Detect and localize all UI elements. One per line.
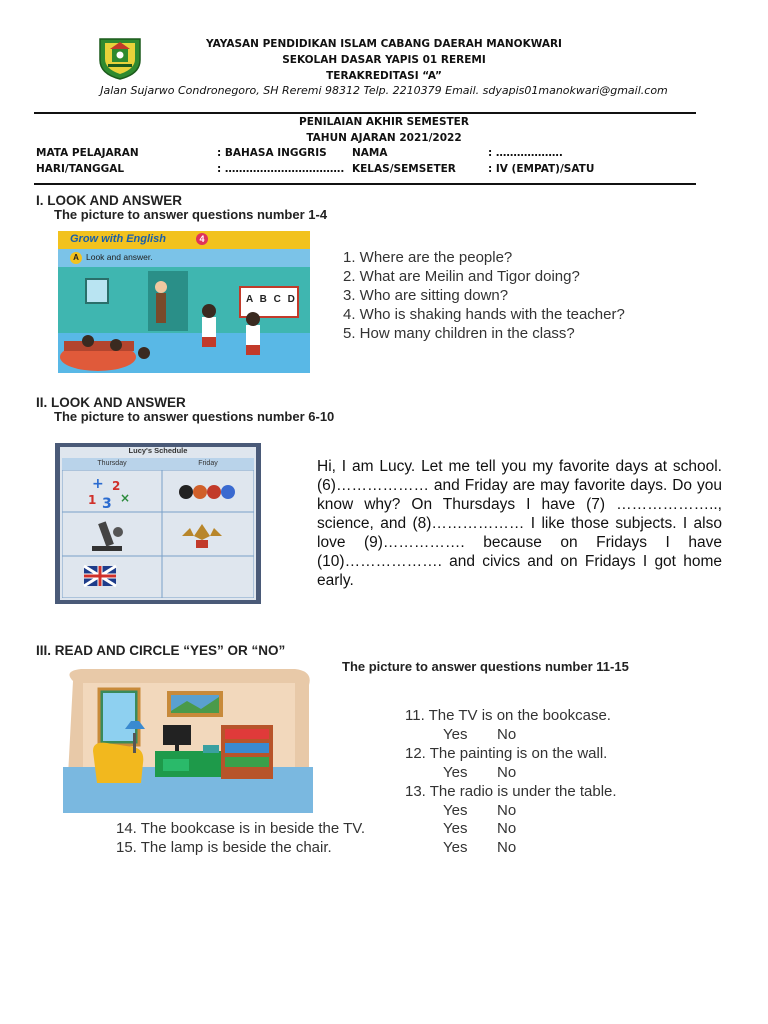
subject-label: MATA PELAJARAN: [36, 147, 139, 159]
svg-text:3: 3: [102, 496, 112, 512]
living-room-picture: [63, 667, 313, 813]
blackboard-letters: A B C D: [246, 294, 297, 305]
day-field[interactable]: : …………………………….: [217, 163, 345, 175]
section1-heading: I. LOOK AND ANSWER: [36, 193, 182, 208]
school-name: SEKOLAH DASAR YAPIS 01 REREMI: [282, 54, 486, 66]
question-2: 2. What are Meilin and Tigor doing?: [343, 268, 580, 285]
item-12-no[interactable]: No: [497, 764, 517, 781]
schedule-col-friday: Friday: [198, 460, 218, 467]
section3-heading: III. READ AND CIRCLE “YES” OR “NO”: [36, 643, 286, 658]
question-4: 4. Who is shaking hands with the teacher?: [343, 306, 625, 323]
class-label: KELAS/SEMSETER: [352, 163, 456, 175]
svg-text:2: 2: [112, 479, 121, 493]
item-12-question: 12. The painting is on the wall.: [405, 745, 608, 762]
svg-text:1: 1: [88, 493, 97, 507]
book-badge: 4: [196, 233, 208, 245]
school-address: Jalan Sujarwo Condronegoro, SH Reremi 98312 Telp. 2210379 Email. sdyapis01manokwari@gmail.com: [100, 84, 668, 97]
subject-value: : BAHASA INGGRIS: [217, 147, 327, 159]
question-1: 1. Where are the people?: [343, 249, 513, 266]
item-14-no[interactable]: No: [497, 820, 517, 837]
item-11-no[interactable]: No: [497, 726, 517, 743]
item-12-yes[interactable]: Yes: [443, 764, 468, 781]
item-15-question: 15. The lamp is beside the chair.: [116, 839, 332, 856]
header-divider: [34, 112, 696, 114]
item-14-question: 14. The bookcase is in beside the TV.: [116, 820, 366, 837]
section2-subheading: The picture to answer questions number 6-10: [54, 409, 335, 424]
item-13-question: 13. The radio is under the table.: [405, 783, 617, 800]
class-value: : IV (EMPAT)/SATU: [488, 163, 595, 175]
exam-title: PENILAIAN AKHIR SEMESTER: [299, 116, 469, 128]
section3-subheading: The picture to answer questions number 11-15: [342, 659, 629, 674]
living-room-illustration: [63, 667, 313, 813]
lucy-paragraph: Hi, I am Lucy. Let me tell you my favorite days at school. (6)……………… and Friday are may favorite days. Do you know why? On Thursdays I have (7) ……………….., science, and (8)……………… I like those subjects. I also love (9)……………. because on Fridays I have (10)………………. and civics and on Fridays I got home early.: [317, 458, 722, 589]
schedule-col-thursday: Thursday: [97, 460, 127, 467]
exam-year: TAHUN AJARAN 2021/2022: [306, 132, 462, 144]
item-11-yes[interactable]: Yes: [443, 726, 468, 743]
schedule-grid: [62, 470, 254, 598]
svg-text:+: +: [92, 476, 104, 492]
day-label: HARI/TANGGAL: [36, 163, 125, 175]
section1-subheading: The picture to answer questions number 1-4: [54, 207, 328, 222]
name-label: NAMA: [352, 147, 388, 159]
name-field[interactable]: : ……………….: [488, 147, 563, 159]
item-15-yes[interactable]: Yes: [443, 839, 468, 856]
item-13-no[interactable]: No: [497, 802, 517, 819]
question-5: 5. How many children in the class?: [343, 325, 575, 342]
activity-label: A: [70, 252, 82, 264]
schedule-title: Lucy's Schedule: [128, 446, 188, 455]
meta-divider: [34, 183, 696, 185]
book-banner-title: Grow with English: [70, 233, 166, 245]
item-11-question: 11. The TV is on the bookcase.: [405, 707, 611, 724]
question-3: 3. Who are sitting down?: [343, 287, 509, 304]
classroom-picture: [58, 231, 310, 373]
item-14-yes[interactable]: Yes: [443, 820, 468, 837]
section2-heading: II. LOOK AND ANSWER: [36, 395, 186, 410]
item-15-no[interactable]: No: [497, 839, 517, 856]
activity-instruction: Look and answer.: [86, 252, 153, 262]
svg-text:×: ×: [120, 491, 131, 505]
accreditation: TERAKREDITASI “A”: [326, 70, 442, 82]
foundation-name: YAYASAN PENDIDIKAN ISLAM CABANG DAERAH MANOKWARI: [206, 38, 562, 50]
schedule-picture: [55, 443, 261, 604]
item-13-yes[interactable]: Yes: [443, 802, 468, 819]
classroom-illustration: [58, 267, 310, 373]
